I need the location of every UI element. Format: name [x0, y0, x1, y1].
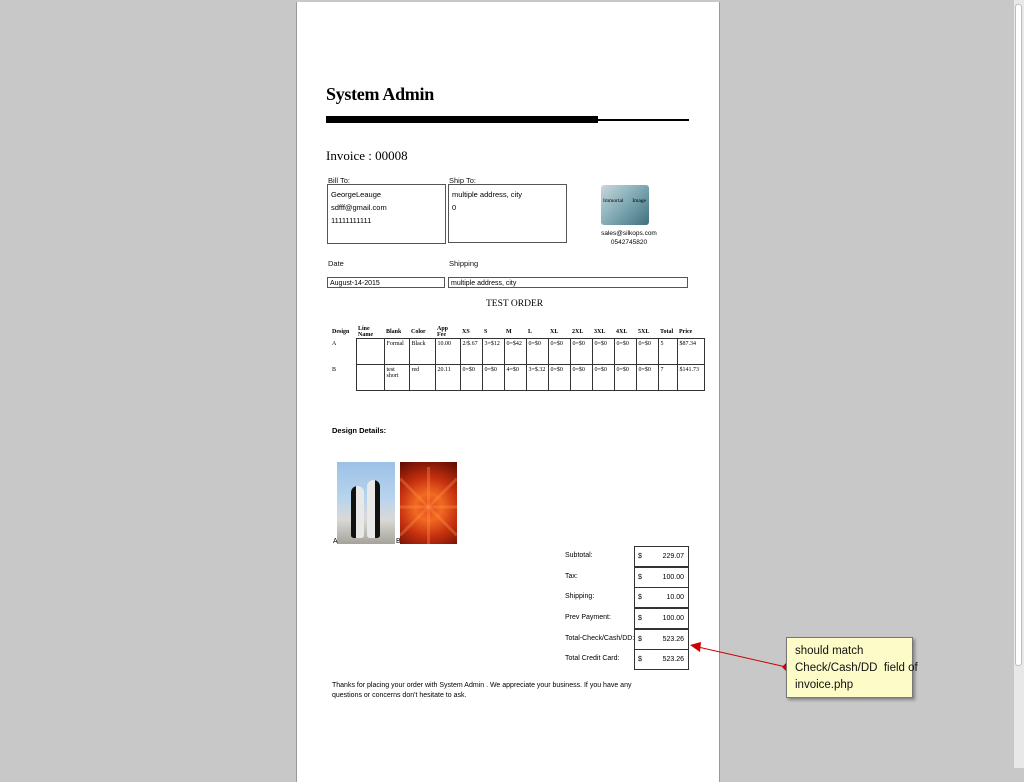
callout-line: Check/Cash/DD field of: [795, 662, 918, 674]
col-line-name: Line Name: [358, 326, 373, 338]
cell-2xl: 0=$0: [570, 339, 592, 365]
cell-4xl: 0=$0: [614, 339, 636, 365]
order-title: TEST ORDER: [486, 299, 544, 309]
cell-line-name: [356, 365, 384, 391]
cell-3xl: 0=$0: [592, 365, 614, 391]
col-design: Design: [332, 329, 350, 336]
ship-to-zip: 0: [452, 203, 457, 212]
cell-2xl: 0=$0: [570, 365, 592, 391]
col-blank: Blank: [386, 329, 402, 335]
items-table: [330, 326, 705, 391]
design-details-label: Design Details:: [332, 426, 387, 435]
amount: 100.00: [662, 574, 684, 581]
flower-petal: [427, 467, 430, 507]
currency-symbol: $: [638, 636, 642, 643]
col-2xl: 2XL: [572, 329, 584, 335]
total-credit-card-value: [634, 649, 689, 670]
cell-total: 5: [658, 339, 677, 365]
flower-petal: [427, 478, 457, 508]
flower-petal: [427, 506, 457, 536]
cell-blank: test short: [384, 365, 409, 391]
company-email: sales@silkops.com: [601, 230, 657, 237]
cell-total: 7: [658, 365, 677, 391]
ship-to-address: multiple address, city: [452, 190, 523, 199]
design-image-penguins: [337, 462, 395, 544]
amount: 10.00: [666, 594, 684, 601]
thanks-message: Thanks for placing your order with System Admin . We appreciate your business. If you have any questions or concerns don't hesitate to ask.: [332, 682, 632, 699]
shipping-field: multiple address, city: [448, 277, 688, 288]
header-divider-thin: [598, 119, 689, 121]
flower-petal: [427, 507, 430, 544]
ship-to-label: Ship To:: [449, 176, 476, 185]
bill-to-label: Bill To:: [328, 176, 350, 185]
col-s: S: [484, 329, 488, 335]
col-m: M: [506, 329, 512, 335]
cell-3xl: 0=$0: [592, 339, 614, 365]
shipping-label: Shipping: [449, 259, 479, 268]
penguin-shape: [367, 480, 380, 538]
flower-petal: [400, 478, 430, 508]
cell-price: $87.34: [677, 339, 704, 365]
flower-petal: [400, 506, 430, 536]
logo-text-right: Image: [632, 198, 646, 204]
subtotal-value: [634, 546, 689, 567]
currency-symbol: $: [638, 615, 642, 622]
shipping-total-value: [634, 587, 689, 608]
cell-color: red: [409, 365, 435, 391]
header-divider-thick: [326, 116, 598, 123]
scrollbar-thumb[interactable]: [1015, 4, 1022, 666]
cell-app-fee: 20.11: [435, 365, 460, 391]
cell-4xl: 0=$0: [614, 365, 636, 391]
company-name: System Admin: [326, 84, 434, 104]
cell-xs: 2/$.67: [460, 339, 482, 365]
cell-xl: 0=$0: [548, 339, 570, 365]
col-5xl: 5XL: [638, 329, 650, 335]
currency-symbol: $: [638, 594, 642, 601]
col-total: Total: [660, 329, 674, 335]
design-image-flower: [400, 462, 457, 544]
bill-to-email: sdfff@gmail.com: [331, 203, 387, 212]
amount: 100.00: [662, 615, 684, 622]
callout-line: should match: [795, 645, 864, 657]
cell-m: 0=$42: [504, 339, 526, 365]
cell-5xl: 0=$0: [636, 365, 658, 391]
company-phone: 0542745820: [610, 239, 648, 246]
total-check-cash-dd-value: [634, 629, 689, 650]
col-app-fee: App Fee: [437, 326, 449, 338]
company-logo: [601, 185, 649, 225]
total-check-cash-dd-label: Total-Check/Cash/DD:: [565, 635, 635, 642]
date-field: August-14-2015: [327, 277, 445, 288]
invoice-number: Invoice : 00008: [326, 148, 408, 163]
tax-label: Tax:: [565, 573, 578, 580]
prev-payment-label: Prev Payment:: [565, 614, 611, 621]
col-xs: XS: [462, 329, 470, 335]
currency-symbol: $: [638, 656, 642, 663]
annotation-callout: [786, 637, 918, 698]
cell-app-fee: 10.00: [435, 339, 460, 365]
shipping-total-label: Shipping:: [565, 593, 595, 600]
amount: 523.26: [662, 636, 684, 643]
cell-price: $141.73: [677, 365, 704, 391]
logo-text-left: Immortal: [603, 198, 624, 204]
cell-s: 0=$0: [482, 365, 504, 391]
cell-l: 0=$0: [526, 339, 548, 365]
cell-blank: Formal: [384, 339, 409, 365]
cell-l: 3=$.32: [526, 365, 548, 391]
tax-value: [634, 567, 689, 588]
col-4xl: 4XL: [616, 329, 628, 335]
table-row: [330, 365, 704, 391]
flower-petal: [429, 506, 458, 509]
col-color: Color: [411, 329, 426, 335]
total-credit-card-label: Total Credit Card:: [565, 655, 620, 662]
cell-line-name: [356, 339, 384, 365]
amount: 523.26: [662, 656, 684, 663]
cell-xl: 0=$0: [548, 365, 570, 391]
ship-to-box: [448, 184, 567, 243]
bill-to-box: [327, 184, 446, 244]
table-row: [330, 339, 704, 365]
col-3xl: 3XL: [594, 329, 606, 335]
cell-color: Black: [409, 339, 435, 365]
cell-s: 3=$12: [482, 339, 504, 365]
date-label: Date: [328, 259, 344, 268]
amount: 229.07: [662, 553, 684, 560]
penguin-shape: [351, 486, 364, 538]
cell-design: B: [332, 366, 337, 373]
cell-xs: 0=$0: [460, 365, 482, 391]
design-image-label: B: [396, 538, 401, 545]
cell-design: A: [332, 340, 337, 347]
cell-m: 4=$0: [504, 365, 526, 391]
bill-to-phone: 11111111111: [331, 216, 372, 225]
company-contact: [596, 229, 662, 247]
currency-symbol: $: [638, 574, 642, 581]
col-l: L: [528, 329, 533, 335]
col-xl: XL: [550, 329, 559, 335]
prev-payment-value: [634, 608, 689, 629]
design-image-label: A: [333, 538, 338, 545]
callout-line: invoice.php: [795, 679, 854, 691]
col-price: Price: [679, 329, 693, 335]
subtotal-label: Subtotal:: [565, 552, 593, 559]
bill-to-name: GeorgeLeauge: [331, 190, 382, 199]
currency-symbol: $: [638, 553, 642, 560]
flower-petal: [400, 506, 429, 509]
items-header-row: [330, 326, 704, 339]
cell-5xl: 0=$0: [636, 339, 658, 365]
